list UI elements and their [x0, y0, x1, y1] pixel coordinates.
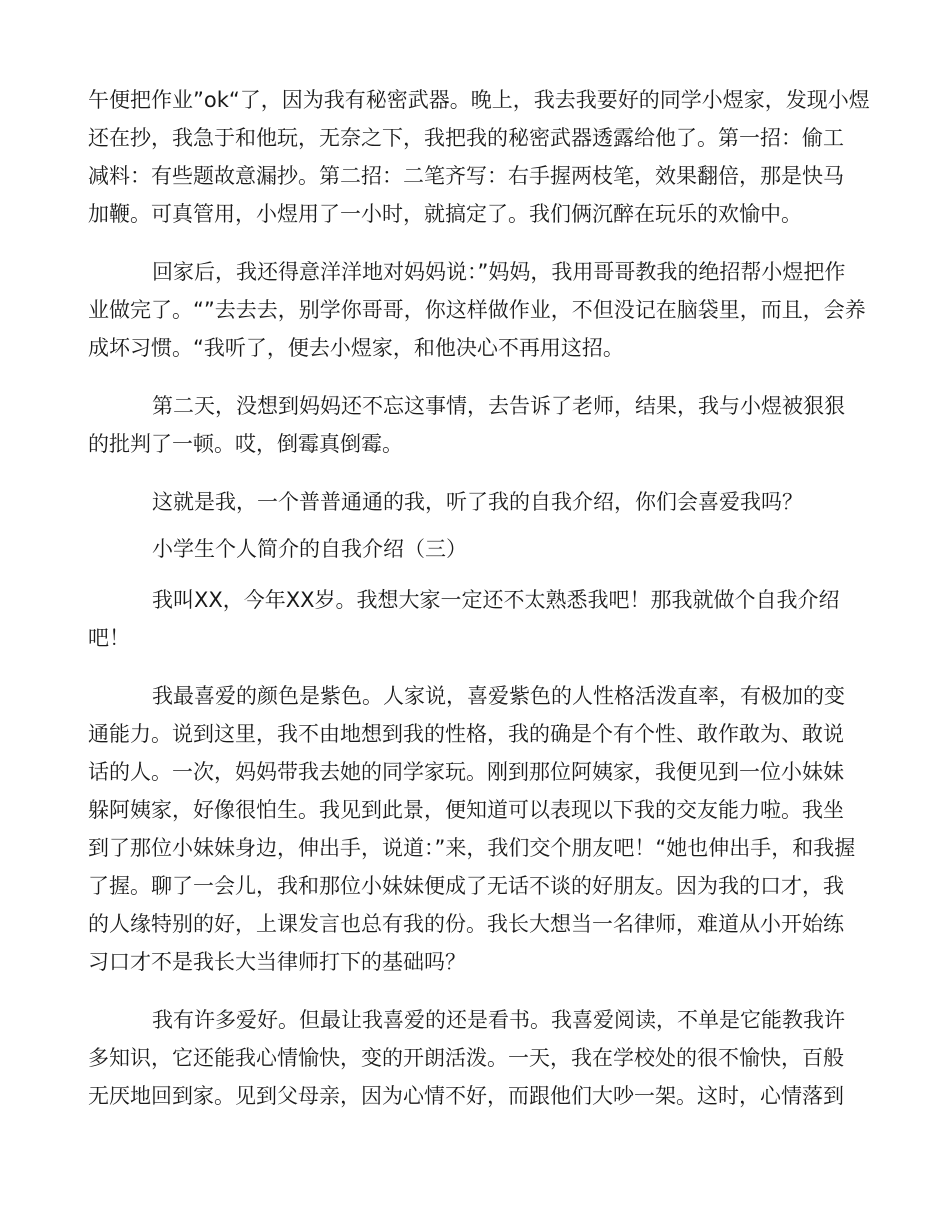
section-heading: 小学生个人简介的自我介绍（三） — [152, 537, 467, 561]
paragraph-line: 午便把作业”ok“了，因为我有秘密武器。晚上，我去我要好的同学小煜家，发现小煜 — [88, 88, 870, 112]
paragraph-line: 的批判了一顿。哎，倒霉真倒霉。 — [88, 432, 403, 456]
paragraph-line: 吧！ — [88, 626, 130, 650]
paragraph-line: 还在抄，我急于和他玩，无奈之下，我把我的秘密武器透露给他了。第一招：偷工 — [88, 126, 844, 150]
paragraph-line: 第二天，没想到妈妈还不忘这事情，去告诉了老师，结果，我与小煜被狠狠 — [152, 394, 845, 418]
paragraph-line: 话的人。一次，妈妈带我去她的同学家玩。刚到那位阿姨家，我便见到一位小妹妹 — [88, 760, 844, 784]
paragraph-line: 成坏习惯。“我听了，便去小煜家，和他决心不再用这招。 — [88, 336, 624, 360]
paragraph-line: 我有许多爱好。但最让我喜爱的还是看书。我喜爱阅读，不单是它能教我许 — [152, 1008, 845, 1032]
paragraph-line: 加鞭。可真管用，小煜用了一小时，就搞定了。我们俩沉醉在玩乐的欢愉中。 — [88, 202, 802, 226]
paragraph-line: 习口才不是我长大当律师打下的基础吗？ — [88, 950, 466, 974]
paragraph-line: 躲阿姨家，好像很怕生。我见到此景，便知道可以表现以下我的交友能力啦。我坐 — [88, 798, 844, 822]
paragraph-line: 这就是我，一个普普通通的我，听了我的自我介绍，你们会喜爱我吗？ — [152, 490, 803, 514]
paragraph-line: 我最喜爱的颜色是紫色。人家说，喜爱紫色的人性格活泼直率，有极加的变 — [152, 684, 845, 708]
paragraph-line: 的人缘特别的好，上课发言也总有我的份。我长大想当一名律师，难道从小开始练 — [88, 912, 844, 936]
paragraph-line: 我叫XX，今年XX岁。我想大家一定还不太熟悉我吧！那我就做个自我介绍 — [152, 588, 840, 612]
paragraph-line: 无厌地回到家。见到父母亲，因为心情不好，而跟他们大吵一架。这时，心情落到 — [88, 1084, 844, 1108]
paragraph-line: 回家后，我还得意洋洋地对妈妈说：”妈妈，我用哥哥教我的绝招帮小煜把作 — [152, 260, 846, 284]
paragraph-line: 业做完了。“”去去去，别学你哥哥，你这样做作业，不但没记在脑袋里，而且，会养 — [88, 298, 866, 322]
paragraph-line: 减料：有些题故意漏抄。第二招：二笔齐写：右手握两枝笔，效果翻倍，那是快马 — [88, 164, 844, 188]
paragraph-line: 通能力。说到这里，我不由地想到我的性格，我的确是个有个性、敢作敢为、敢说 — [88, 722, 844, 746]
paragraph-line: 多知识，它还能我心情愉快，变的开朗活泼。一天，我在学校处的很不愉快，百般 — [88, 1046, 844, 1070]
paragraph-line: 到了那位小妹妹身边，伸出手，说道：”来，我们交个朋友吧！“她也伸出手，和我握 — [88, 836, 856, 860]
paragraph-line: 了握。聊了一会儿，我和那位小妹妹便成了无话不谈的好朋友。因为我的口才，我 — [88, 874, 844, 898]
